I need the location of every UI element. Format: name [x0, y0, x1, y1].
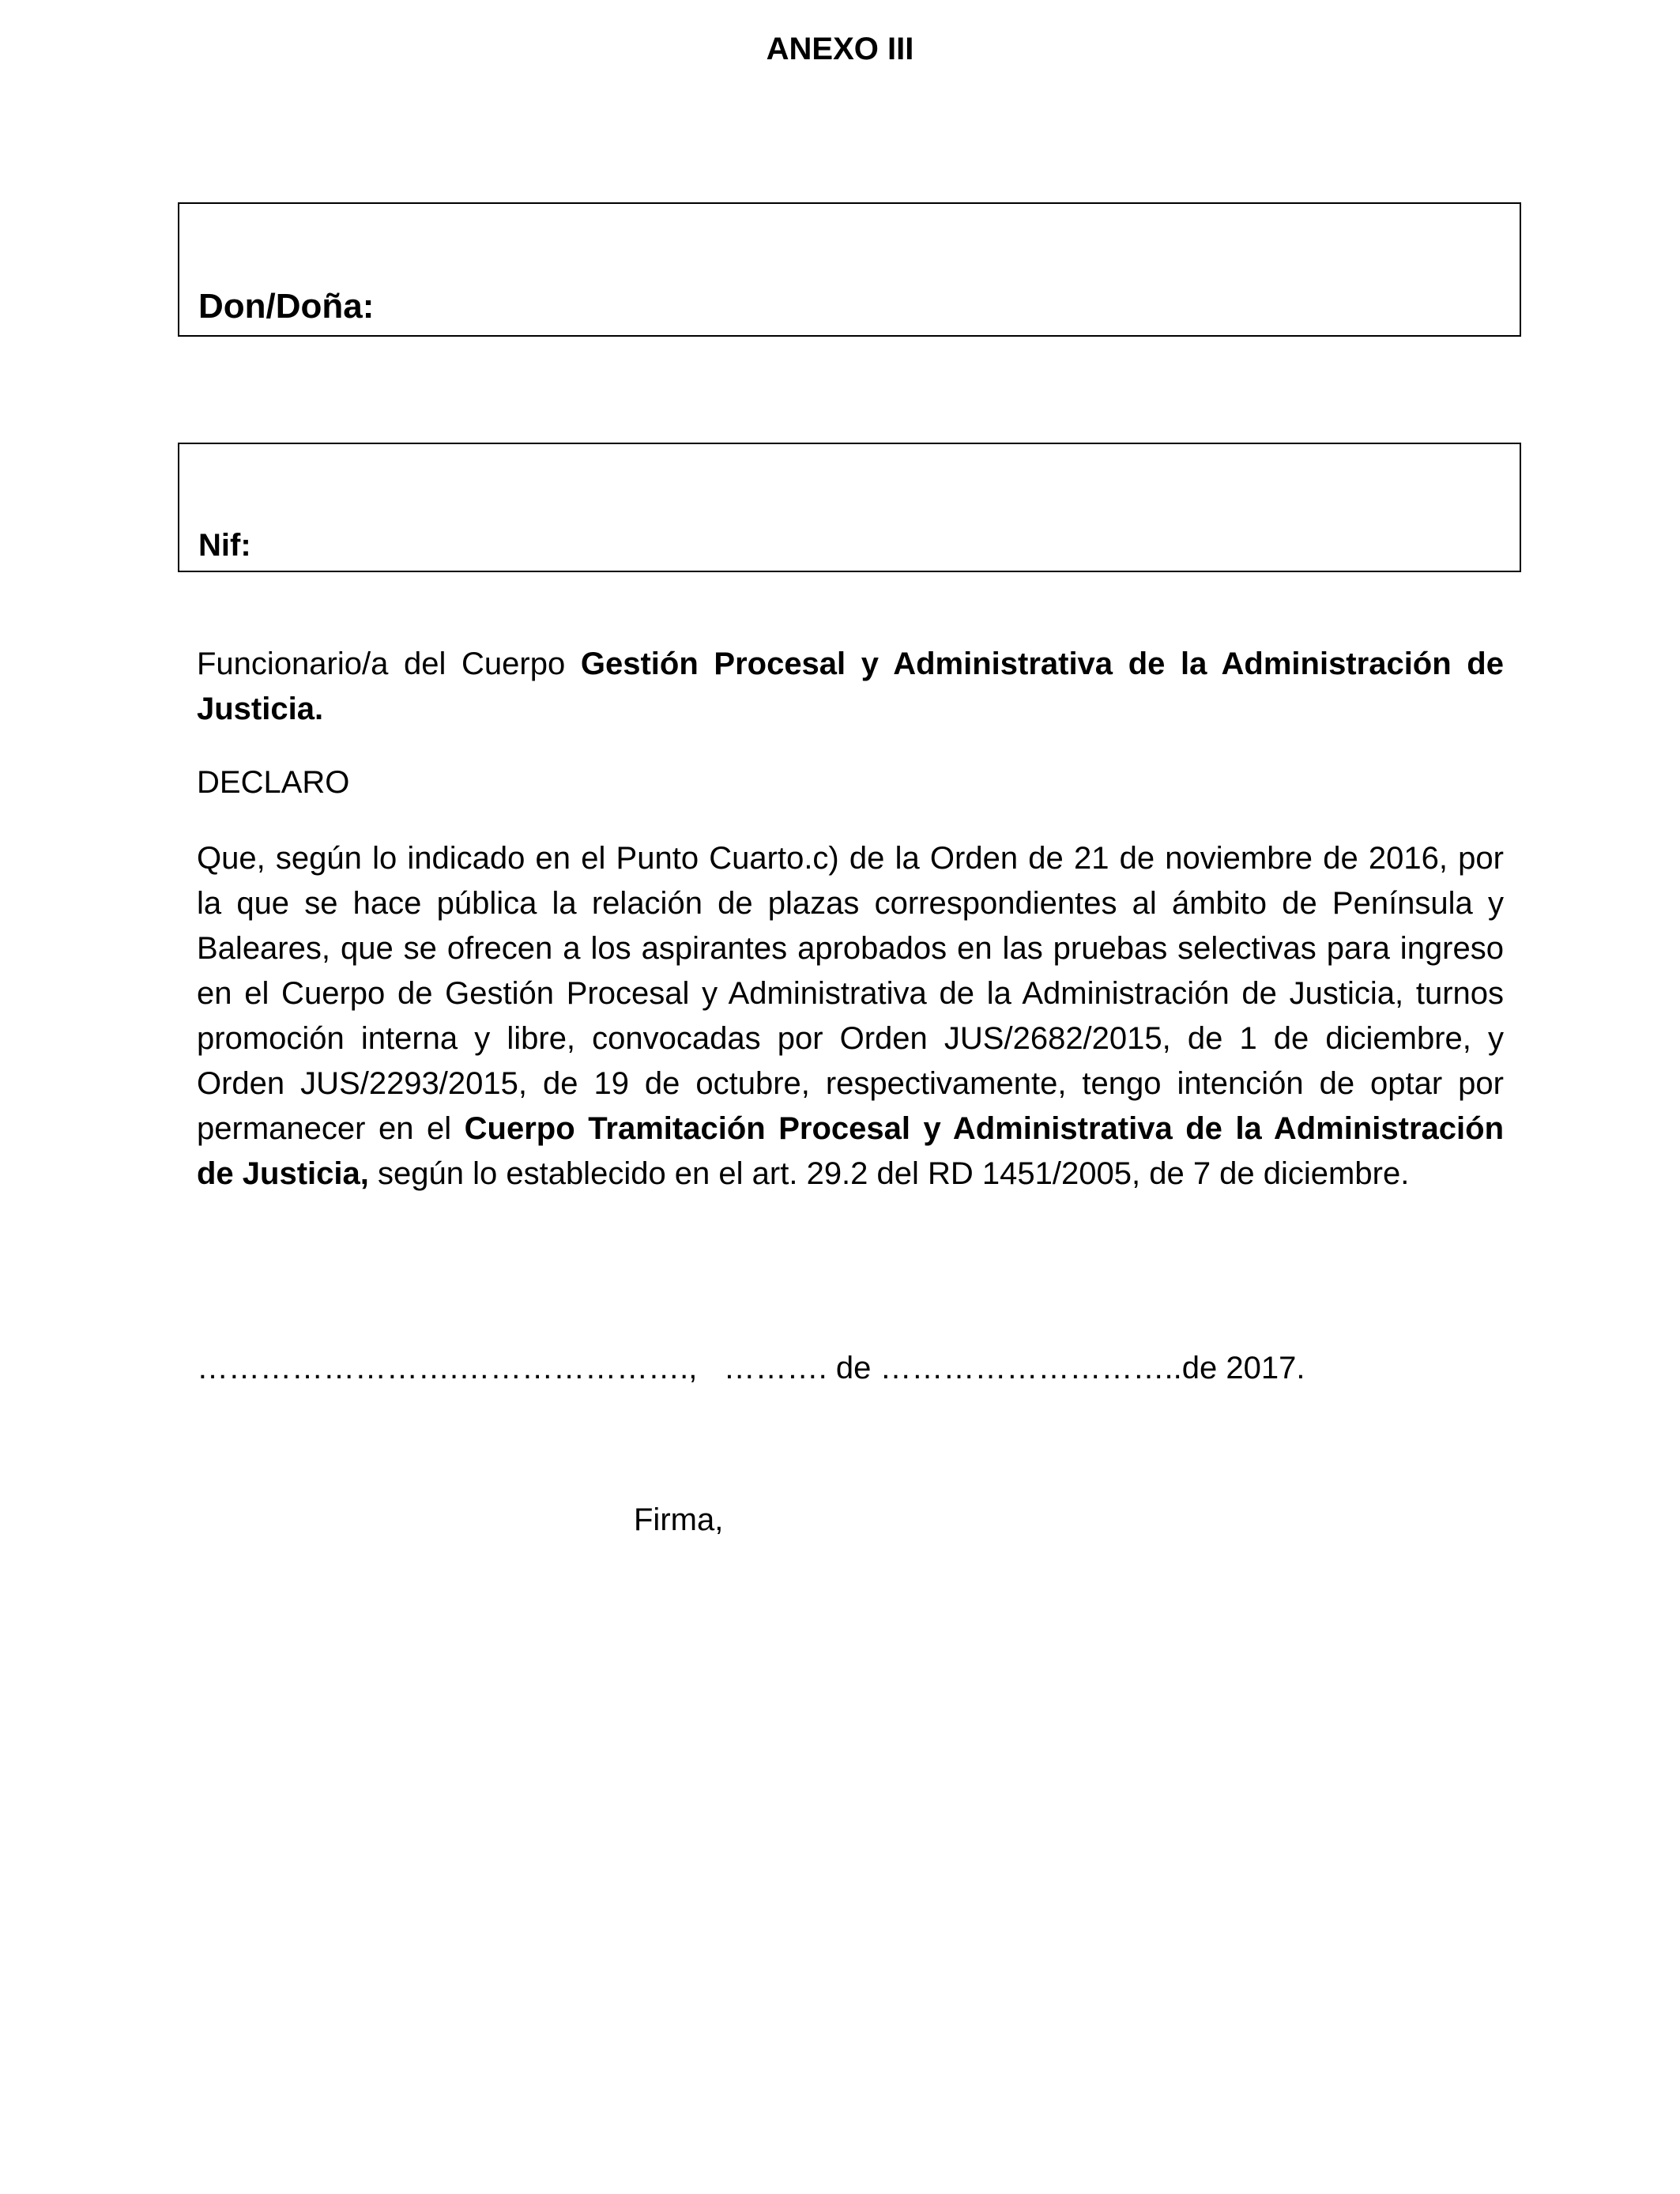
cuerpo-name: Gestión Procesal y Administrativa de la Administración de Justicia.	[197, 647, 1504, 726]
document-title: ANEXO III	[766, 32, 914, 66]
signature-label: Firma,	[634, 1502, 724, 1537]
declaration-paragraph	[197, 836, 1504, 1197]
date-line: …………………….…………………., ………. de ………………………..de 2017.	[197, 1351, 1305, 1385]
declaration-text-part1: Que, según lo indicado en el Punto Cuarto.c) de la Orden de 21 de noviembre de 2016, por la que se hace pública la relación de plazas correspondientes al ámbito de Península y Baleares, que se ofrecen a los aspirantes aprobados en las pruebas selectivas para ingreso en el Cuerpo de Gestión Procesal y Administrativa de la Administración de Justicia, turnos promoción interna y libre, convocadas por Orden JUS/2682/2015, de 1 de diciembre, y Orden JUS/2293/2015, de 19 de octubre, respectivamente, tengo intención de optar por permanecer en el	[197, 841, 1504, 1146]
declaration-text-part2: según lo establecido en el art. 29.2 del RD 1451/2005, de 7 de diciembre.	[368, 1156, 1410, 1191]
declaro-heading: DECLARO	[197, 765, 350, 800]
don-dona-field[interactable]	[178, 202, 1521, 337]
cuerpo-paragraph	[197, 642, 1504, 732]
don-dona-label: Don/Doña:	[198, 287, 375, 326]
nif-label: Nif:	[198, 528, 251, 563]
cuerpo-prefix: Funcionario/a del Cuerpo	[197, 647, 581, 681]
declaration-cuerpo-name: Cuerpo Tramitación Procesal y Administrativa de la Administración de Justicia,	[197, 1111, 1505, 1191]
nif-field[interactable]	[178, 443, 1521, 572]
